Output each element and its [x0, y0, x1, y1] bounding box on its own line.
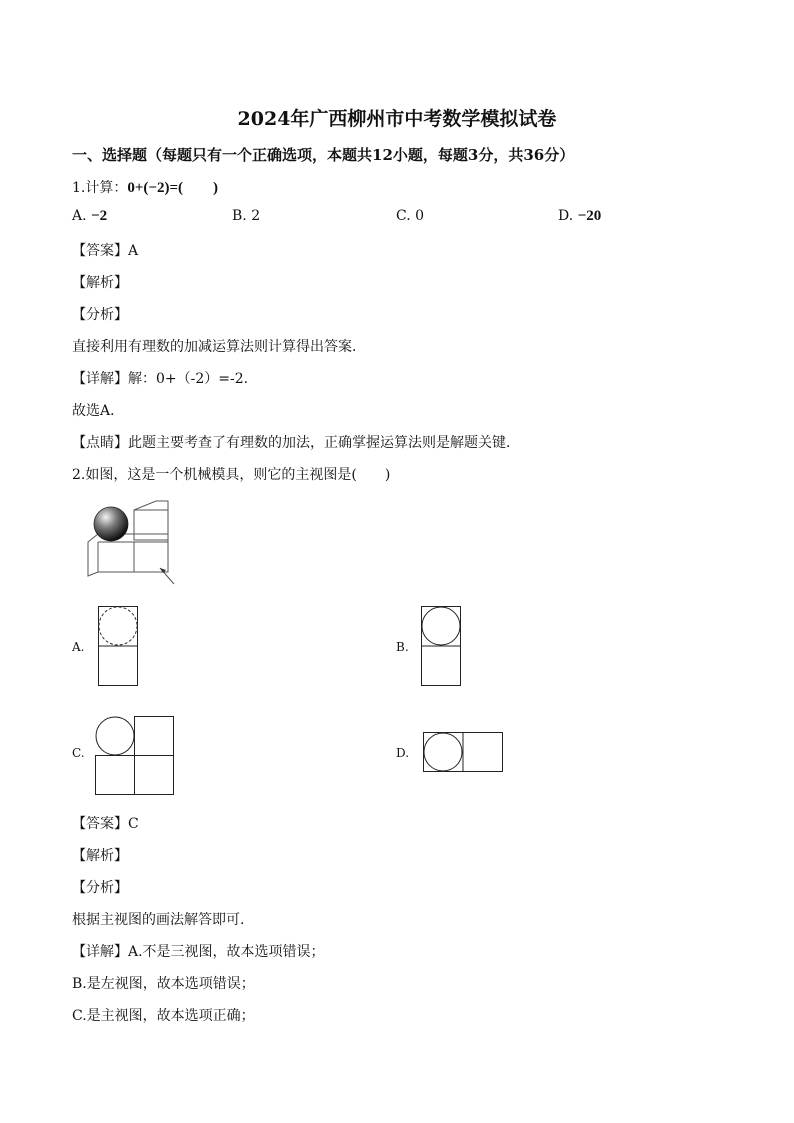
q1-comment-tag: 【点睛】 — [72, 435, 128, 451]
q2-option-d-label: D. — [396, 746, 410, 760]
q1-fenxi: 直接利用有理数的加减运算法则计算得出答案． — [72, 339, 366, 355]
q2-option-a-label: A. — [72, 640, 85, 654]
q2-detail-tag: 【详解】 — [72, 944, 128, 960]
q2-line-b: B.是左视图，故本选项错误； — [72, 976, 255, 992]
q1-comment — [72, 432, 520, 452]
q1-option-a-label: A. — [72, 208, 87, 224]
q2-option-b-label: B. — [396, 640, 409, 654]
q2-detail-text: A.不是三视图，故本选项错误； — [128, 944, 325, 960]
q2-option-c-label: C. — [72, 746, 85, 760]
q2-answer-value: C — [128, 816, 139, 832]
q1-option-c-value: 0 — [415, 208, 425, 224]
q2-option-c-figure — [95, 716, 175, 796]
page-title: 2024年广西柳州市中考数学模拟试卷 — [237, 108, 557, 130]
q1-option-d-label: D. — [558, 208, 574, 224]
q1-analysis-tag: 【解析】 — [72, 275, 128, 291]
q2-fenxi: 根据主视图的画法解答即可. — [72, 912, 245, 928]
q2-detail — [72, 941, 325, 961]
q1-option-b — [232, 208, 260, 224]
q1-choose: 故选A． — [72, 403, 125, 419]
q2-stem: 2.如图，这是一个机械模具，则它的主视图是( ) — [72, 467, 391, 483]
q1-expression: 0+(−2)=( ) — [127, 180, 218, 196]
q1-detail — [72, 368, 248, 388]
q2-option-a-figure — [98, 606, 138, 686]
q2-line-c: C.是主视图，故本选项正确； — [72, 1008, 255, 1024]
q1-option-d-value: −20 — [577, 208, 602, 224]
q1-comment-text: 此题主要考查了有理数的加法，正确掌握运算法则是解题关键． — [128, 435, 520, 451]
q2-analysis-tag: 【解析】 — [72, 848, 128, 864]
q1-option-b-label: B. — [232, 208, 247, 224]
sphere-icon — [94, 507, 128, 541]
q2-answer-tag: 【答案】 — [72, 816, 128, 832]
q1-detail-text: 解：0+（-2）=-2. — [128, 371, 249, 387]
q2-answer — [72, 813, 139, 833]
q1-option-c — [396, 208, 424, 224]
q1-stem — [72, 176, 218, 197]
mold-figure — [80, 496, 180, 588]
q1-detail-tag: 【详解】 — [72, 371, 128, 387]
q1-option-c-label: C. — [396, 208, 411, 224]
q2-option-b-figure — [421, 606, 461, 686]
q1-fenxi-tag: 【分析】 — [72, 307, 128, 323]
q1-answer-tag: 【答案】 — [72, 243, 128, 259]
q1-prefix: 1.计算： — [72, 180, 128, 196]
q1-option-a-value: −2 — [91, 208, 108, 224]
q1-option-d — [558, 208, 601, 225]
q2-option-d-figure — [423, 732, 503, 772]
q1-answer-value: A — [128, 243, 139, 259]
q1-answer — [72, 240, 138, 260]
section-heading: 一、选择题（每题只有一个正确选项，本题共12小题，每题3分，共36分） — [72, 146, 575, 164]
q1-option-a — [72, 208, 107, 225]
q1-option-b-value: 2 — [251, 208, 261, 224]
q2-fenxi-tag: 【分析】 — [72, 880, 128, 896]
